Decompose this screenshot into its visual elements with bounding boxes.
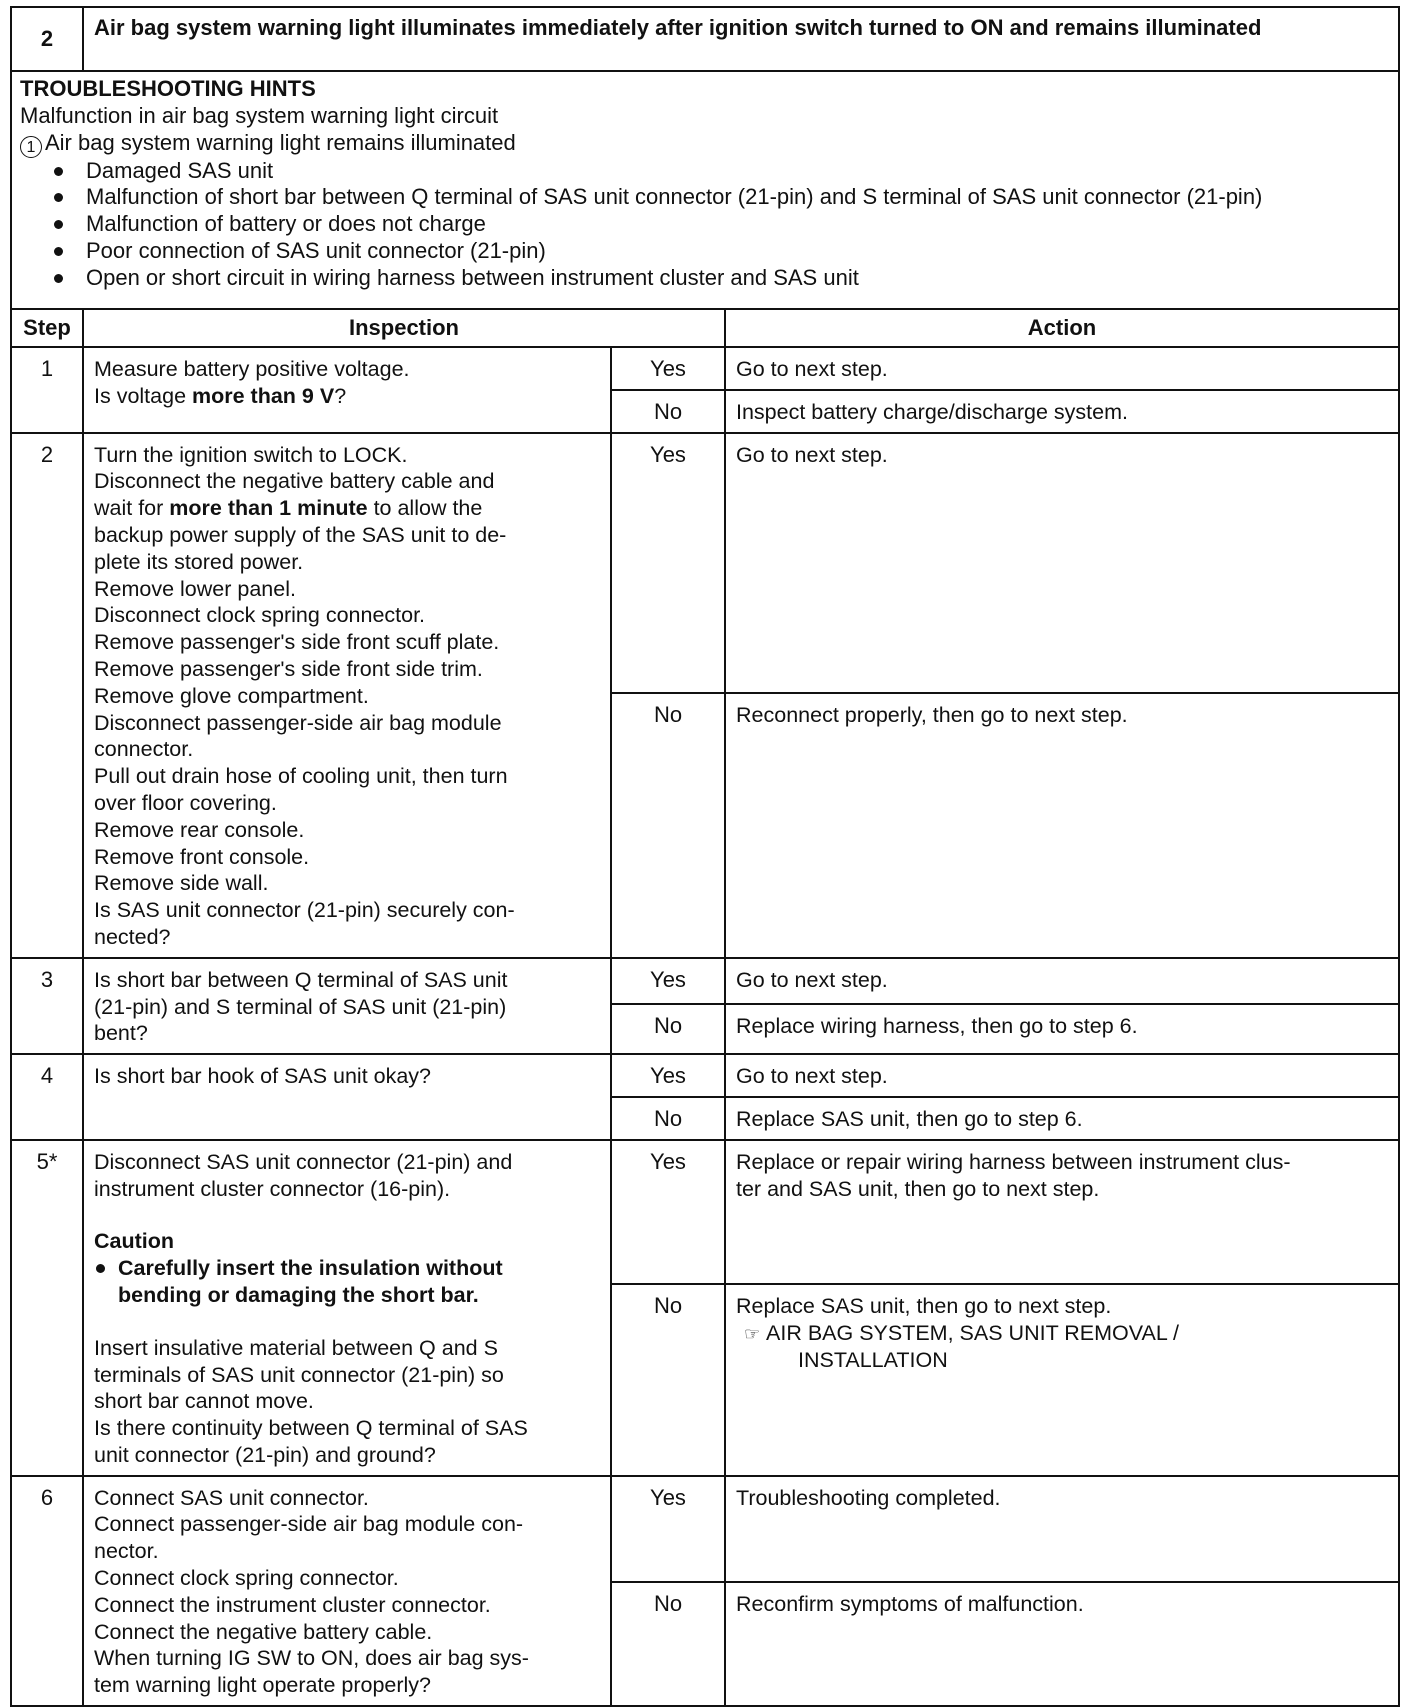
- hints-heading: TROUBLESHOOTING HINTS: [20, 76, 316, 101]
- caution-item: Carefully insert the insulation without: [94, 1255, 598, 1282]
- bullet-icon: [54, 220, 63, 229]
- col-inspection: Inspection: [83, 309, 725, 347]
- step-row: [11, 1476, 1399, 1582]
- step-number: 4: [11, 1054, 83, 1140]
- col-action: Action: [725, 309, 1399, 347]
- troubleshooting-sheet: [10, 6, 1398, 1707]
- manual-reference-cont: INSTALLATION: [798, 1348, 948, 1373]
- step-number: 2: [11, 433, 83, 958]
- yes-action: Go to next step.: [725, 1054, 1399, 1097]
- manual-reference[interactable]: ☞ AIR BAG SYSTEM, SAS UNIT REMOVAL /: [736, 1320, 1388, 1348]
- yes-action: Replace or repair wiring harness between instrument clus- ter and SAS unit, then go to next step.: [725, 1140, 1399, 1284]
- yes-action: Go to next step.: [725, 347, 1399, 390]
- cause-list: [20, 158, 1388, 292]
- step-number: 3: [11, 958, 83, 1054]
- hints-intro: Malfunction in air bag system warning light circuit: [20, 102, 499, 128]
- step-inspection: Is short bar between Q terminal of SAS unit (21-pin) and S terminal of SAS unit (21-pin) bent?: [83, 958, 611, 1054]
- bullet-icon: [54, 274, 63, 283]
- step-row: [11, 1140, 1399, 1284]
- cause-line: [20, 130, 1388, 158]
- step-number: 5*: [11, 1140, 83, 1476]
- step-inspection: Disconnect SAS unit connector (21-pin) and instrument cluster connector (16-pin). Caution Carefully insert the insulation without bending or damaging the short bar. Insert insulative material between Q and S terminals of SAS unit connector (21-pin) so short bar cannot move. Is there continuity between Q terminal of SAS unit connector (21-pin) and ground?: [83, 1140, 611, 1476]
- yes-action: Troubleshooting completed.: [725, 1476, 1399, 1582]
- caution-title: Caution: [94, 1229, 175, 1254]
- bullet-icon: [96, 1264, 105, 1273]
- bullet-icon: [54, 167, 63, 176]
- no-label: No: [611, 1004, 725, 1054]
- bullet-icon: [54, 247, 63, 256]
- no-action: Reconnect properly, then go to next step.: [725, 693, 1399, 958]
- yes-action: Go to next step.: [725, 958, 1399, 1004]
- no-action: Replace wiring harness, then go to step 6.: [725, 1004, 1399, 1054]
- no-label: No: [611, 693, 725, 958]
- spacer: [94, 1202, 598, 1228]
- yes-action: Go to next step.: [725, 433, 1399, 693]
- hints-row: [11, 71, 1399, 309]
- step-inspection: Connect SAS unit connector. Connect passenger-side air bag module con- nector. Connect clock spring connector. Connect the instrument cluster connector. Connect the negative battery cable. When turning IG SW to ON, does air bag sys- tem warning light operate properly?: [83, 1476, 611, 1706]
- cause-title: Air bag system warning light remains illuminated: [45, 129, 516, 155]
- col-step: Step: [11, 309, 83, 347]
- step-number: 1: [11, 347, 83, 433]
- cause-item: Damaged SAS unit: [50, 158, 1388, 185]
- no-action: Inspect battery charge/discharge system.: [725, 390, 1399, 433]
- caution-item-cont: bending or damaging the short bar.: [118, 1282, 479, 1307]
- symptom-header-row: [11, 7, 1399, 71]
- troubleshooting-hints: [11, 71, 1399, 309]
- cause-item: Poor connection of SAS unit connector (21-pin): [50, 238, 1388, 265]
- step-inspection: Turn the ignition switch to LOCK. Disconnect the negative battery cable and wait for more than 1 minute to allow the backup power supply of the SAS unit to de- plete its stored power. Remove lower panel. Disconnect clock spring connector. Remove passenger's side front scuff plate. Remove passenger's side front side trim. Remove glove compartment. Disconnect passenger-side air bag module connector. Pull out drain hose of cooling unit, then turn over floor covering. Remove rear console. Remove front console. Remove side wall. Is SAS unit connector (21-pin) securely con- nected?: [83, 433, 611, 958]
- yes-label: Yes: [611, 433, 725, 693]
- column-header-row: [11, 309, 1399, 347]
- symptom-title: Air bag system warning light illuminates immediately after ignition switch turned to ON and remains illuminated: [83, 7, 1399, 71]
- no-label: No: [611, 1582, 725, 1706]
- step-row: [11, 958, 1399, 1004]
- step-row: [11, 433, 1399, 693]
- no-label: No: [611, 1284, 725, 1476]
- yes-label: Yes: [611, 1140, 725, 1284]
- step-inspection: Is short bar hook of SAS unit okay?: [83, 1054, 611, 1140]
- cause-item: Malfunction of short bar between Q terminal of SAS unit connector (21-pin) and S terminal of SAS unit connector (21-pin): [50, 184, 1388, 211]
- no-label: No: [611, 390, 725, 433]
- cause-item: Open or short circuit in wiring harness between instrument cluster and SAS unit: [50, 265, 1388, 292]
- circled-number: 1: [20, 136, 42, 158]
- no-action: Replace SAS unit, then go to step 6.: [725, 1097, 1399, 1140]
- step-row: [11, 1054, 1399, 1097]
- spacer: [94, 1309, 598, 1335]
- symptom-number: 2: [11, 7, 83, 71]
- no-action: Reconfirm symptoms of malfunction.: [725, 1582, 1399, 1706]
- troubleshooting-table: [10, 6, 1400, 1707]
- step-inspection: Measure battery positive voltage. Is voltage more than 9 V?: [83, 347, 611, 433]
- yes-label: Yes: [611, 1054, 725, 1097]
- bullet-icon: [54, 193, 63, 202]
- yes-label: Yes: [611, 1476, 725, 1582]
- no-action: Replace SAS unit, then go to next step. ☞ AIR BAG SYSTEM, SAS UNIT REMOVAL / INSTALLATION: [725, 1284, 1399, 1476]
- no-label: No: [611, 1097, 725, 1140]
- step-row: [11, 347, 1399, 390]
- step-number: 6: [11, 1476, 83, 1706]
- pointing-hand-icon: ☞: [744, 1323, 761, 1344]
- cause-item: Malfunction of battery or does not charge: [50, 211, 1388, 238]
- yes-label: Yes: [611, 347, 725, 390]
- yes-label: Yes: [611, 958, 725, 1004]
